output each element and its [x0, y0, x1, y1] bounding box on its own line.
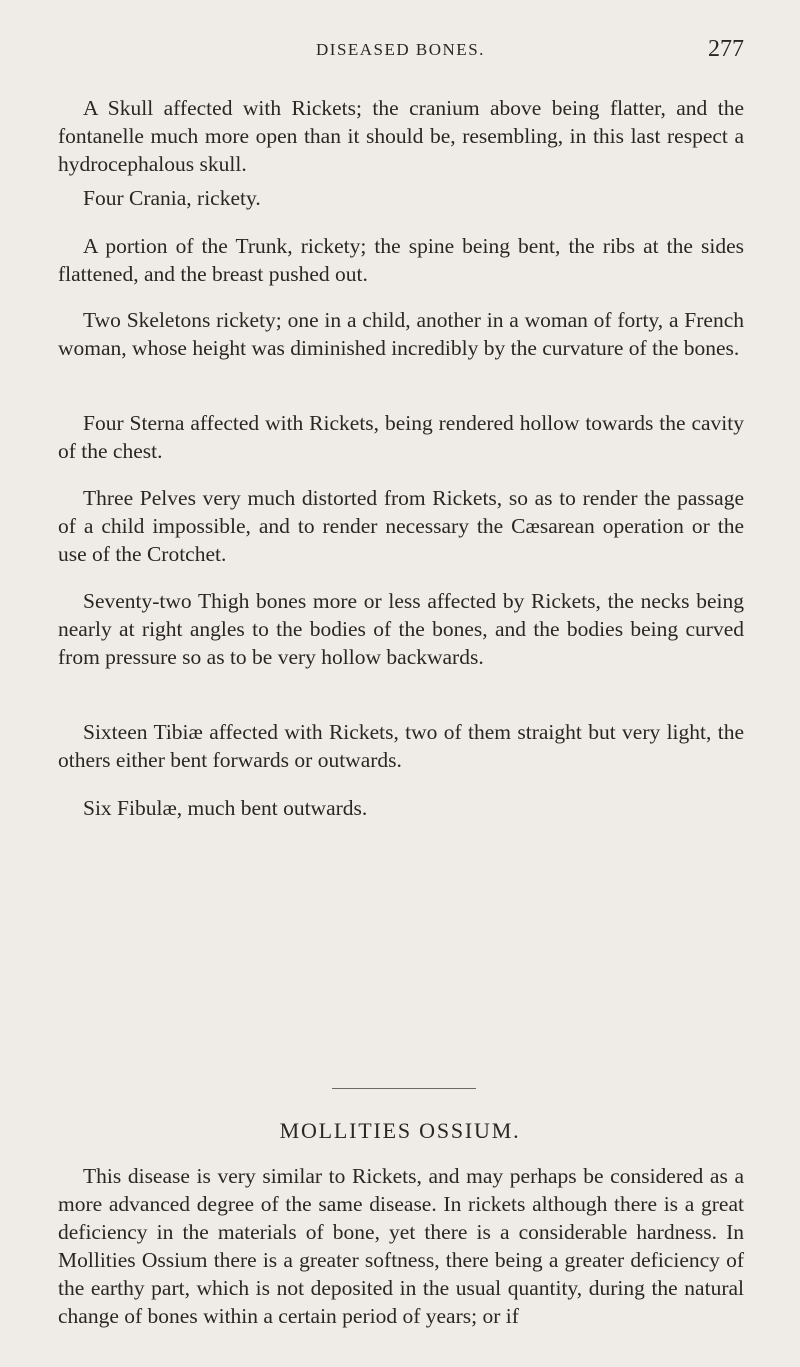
- paragraph-fibulae: Six Fibulæ, much bent outwards.: [83, 796, 368, 820]
- paragraph-skeletons: Two Skeletons rickety; one in a child, another in a woman of forty, a French woman, whose height was diminished incredibly by the curvature of the bones.: [58, 308, 744, 360]
- paragraph-crania: Four Crania, rickety.: [83, 186, 261, 210]
- page-number: 277: [708, 36, 744, 62]
- section-divider: [332, 1088, 476, 1089]
- paragraph-pelves: Three Pelves very much distorted from Rickets, so as to render the passage of a child impossible, and to render necessary the Cæsarean operation or the use of the Crotchet.: [58, 486, 744, 566]
- paragraph-skull: A Skull affected with Rickets; the cranium above being flatter, and the fontanelle much more open than it should be, resembling, in this last respect a hydrocephalous skull.: [58, 96, 744, 176]
- section-heading: MOLLITIES OSSIUM.: [279, 1118, 521, 1143]
- running-title: DISEASED BONES.: [316, 40, 485, 59]
- paragraph-trunk: A portion of the Trunk, rickety; the spine being bent, the ribs at the sides flattened, and the breast pushed out.: [58, 234, 744, 286]
- paragraph-mollities: This disease is very similar to Rickets, and may perhaps be considered as a more advanced degree of the same disease. In rickets although there is a great deficiency in the materials of bone, yet there is a considerable hardness. In Mollities Ossium there is a greater softness, there being a greater deficiency of the earthy part, which is not deposited in the usual quantity, during the natural change of bones within a certain period of years; or if: [58, 1164, 744, 1328]
- paragraph-sterna: Four Sterna affected with Rickets, being rendered hollow towards the cavity of the chest.: [58, 411, 744, 463]
- running-head: [0, 36, 800, 80]
- paragraph-thigh-bones: Seventy-two Thigh bones more or less affected by Rickets, the necks being nearly at right angles to the bodies of the bones, and the bodies being curved from pressure so as to be very hollow backwards.: [58, 589, 744, 669]
- paragraph-tibiae: Sixteen Tibiæ affected with Rickets, two of them straight but very light, the others either bent forwards or outwards.: [58, 720, 744, 772]
